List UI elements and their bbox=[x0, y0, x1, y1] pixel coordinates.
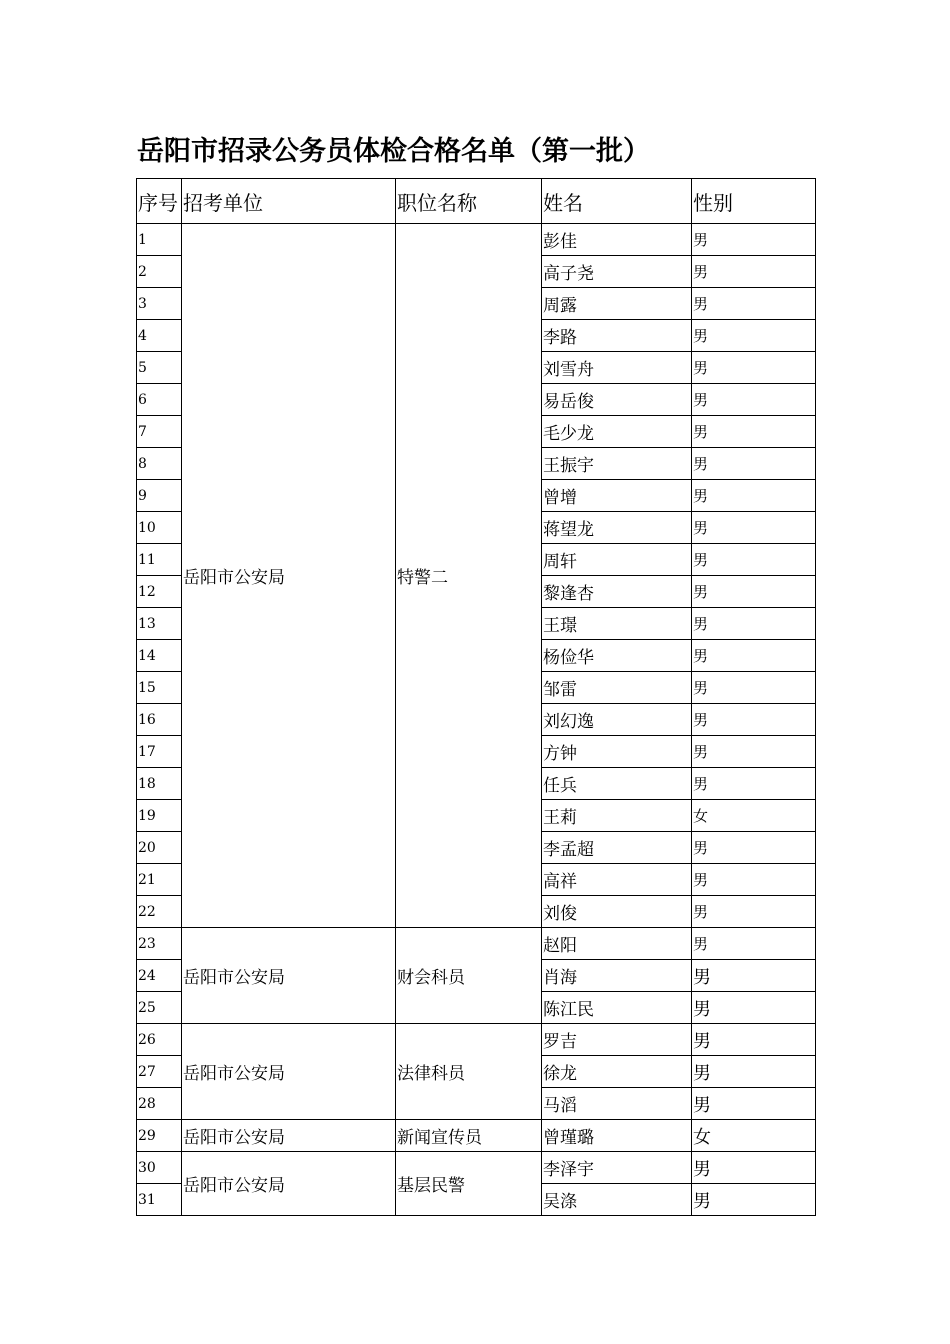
header-gender: 性别 bbox=[692, 179, 816, 224]
row-seq: 1 bbox=[137, 224, 182, 256]
row-name: 马滔 bbox=[542, 1088, 692, 1120]
row-gender: 女 bbox=[692, 1120, 816, 1152]
row-name: 黎逢杏 bbox=[542, 576, 692, 608]
row-gender: 男 bbox=[692, 1088, 816, 1120]
row-name: 王莉 bbox=[542, 800, 692, 832]
row-gender: 男 bbox=[692, 352, 816, 384]
row-name: 陈江民 bbox=[542, 992, 692, 1024]
unit-cell: 岳阳市公安局 bbox=[182, 1024, 396, 1120]
row-seq: 29 bbox=[137, 1120, 182, 1152]
row-gender: 男 bbox=[692, 544, 816, 576]
row-gender: 男 bbox=[692, 256, 816, 288]
row-seq: 21 bbox=[137, 864, 182, 896]
row-seq: 11 bbox=[137, 544, 182, 576]
row-seq: 26 bbox=[137, 1024, 182, 1056]
header-seq: 序号 bbox=[137, 179, 182, 224]
row-gender: 男 bbox=[692, 928, 816, 960]
position-cell: 财会科员 bbox=[396, 928, 542, 1024]
unit-cell: 岳阳市公安局 bbox=[182, 224, 396, 928]
row-name: 王璟 bbox=[542, 608, 692, 640]
row-seq: 4 bbox=[137, 320, 182, 352]
table-row bbox=[137, 1120, 816, 1152]
row-gender: 男 bbox=[692, 320, 816, 352]
row-seq: 24 bbox=[137, 960, 182, 992]
row-name: 李孟超 bbox=[542, 832, 692, 864]
row-name: 方钟 bbox=[542, 736, 692, 768]
position-cell: 基层民警 bbox=[396, 1152, 542, 1216]
row-seq: 10 bbox=[137, 512, 182, 544]
row-name: 彭佳 bbox=[542, 224, 692, 256]
position-cell: 新闻宣传员 bbox=[396, 1120, 542, 1152]
row-gender: 男 bbox=[692, 512, 816, 544]
position-cell: 特警二 bbox=[396, 224, 542, 928]
row-seq: 12 bbox=[137, 576, 182, 608]
row-gender: 男 bbox=[692, 1024, 816, 1056]
row-gender: 男 bbox=[692, 1056, 816, 1088]
row-name: 杨俭华 bbox=[542, 640, 692, 672]
table-header-row bbox=[137, 179, 816, 224]
row-name: 邹雷 bbox=[542, 672, 692, 704]
row-name: 李泽宇 bbox=[542, 1152, 692, 1184]
row-gender: 男 bbox=[692, 1184, 816, 1216]
row-gender: 男 bbox=[692, 384, 816, 416]
row-gender: 男 bbox=[692, 864, 816, 896]
table-row bbox=[137, 928, 816, 960]
row-seq: 6 bbox=[137, 384, 182, 416]
row-name: 罗吉 bbox=[542, 1024, 692, 1056]
row-name: 刘雪舟 bbox=[542, 352, 692, 384]
row-name: 李路 bbox=[542, 320, 692, 352]
row-seq: 16 bbox=[137, 704, 182, 736]
row-gender: 男 bbox=[692, 832, 816, 864]
row-gender: 男 bbox=[692, 896, 816, 928]
position-cell: 法律科员 bbox=[396, 1024, 542, 1120]
table-row bbox=[137, 224, 816, 256]
row-seq: 14 bbox=[137, 640, 182, 672]
row-seq: 28 bbox=[137, 1088, 182, 1120]
row-name: 易岳俊 bbox=[542, 384, 692, 416]
row-gender: 男 bbox=[692, 576, 816, 608]
row-name: 蒋望龙 bbox=[542, 512, 692, 544]
row-seq: 3 bbox=[137, 288, 182, 320]
row-name: 毛少龙 bbox=[542, 416, 692, 448]
row-seq: 27 bbox=[137, 1056, 182, 1088]
unit-cell: 岳阳市公安局 bbox=[182, 1120, 396, 1152]
row-seq: 23 bbox=[137, 928, 182, 960]
row-seq: 22 bbox=[137, 896, 182, 928]
row-gender: 男 bbox=[692, 640, 816, 672]
row-seq: 30 bbox=[137, 1152, 182, 1184]
row-gender: 男 bbox=[692, 992, 816, 1024]
row-seq: 13 bbox=[137, 608, 182, 640]
row-gender: 男 bbox=[692, 448, 816, 480]
row-gender: 男 bbox=[692, 480, 816, 512]
row-name: 王振宇 bbox=[542, 448, 692, 480]
row-gender: 男 bbox=[692, 768, 816, 800]
row-gender: 女 bbox=[692, 800, 816, 832]
row-name: 赵阳 bbox=[542, 928, 692, 960]
row-seq: 25 bbox=[137, 992, 182, 1024]
row-seq: 18 bbox=[137, 768, 182, 800]
header-unit: 招考单位 bbox=[182, 179, 396, 224]
row-name: 曾瑾璐 bbox=[542, 1120, 692, 1152]
table-body bbox=[137, 224, 816, 1216]
row-name: 刘幻逸 bbox=[542, 704, 692, 736]
row-seq: 19 bbox=[137, 800, 182, 832]
unit-cell: 岳阳市公安局 bbox=[182, 928, 396, 1024]
row-name: 高祥 bbox=[542, 864, 692, 896]
row-name: 肖海 bbox=[542, 960, 692, 992]
header-position: 职位名称 bbox=[396, 179, 542, 224]
row-name: 任兵 bbox=[542, 768, 692, 800]
row-name: 曾增 bbox=[542, 480, 692, 512]
row-gender: 男 bbox=[692, 224, 816, 256]
table-row bbox=[137, 1152, 816, 1184]
row-seq: 9 bbox=[137, 480, 182, 512]
row-gender: 男 bbox=[692, 416, 816, 448]
row-seq: 20 bbox=[137, 832, 182, 864]
row-seq: 31 bbox=[137, 1184, 182, 1216]
page-title: 岳阳市招录公务员体检合格名单（第一批） bbox=[137, 136, 650, 167]
row-name: 高子尧 bbox=[542, 256, 692, 288]
row-seq: 5 bbox=[137, 352, 182, 384]
row-name: 周轩 bbox=[542, 544, 692, 576]
row-seq: 2 bbox=[137, 256, 182, 288]
table-row bbox=[137, 1024, 816, 1056]
row-gender: 男 bbox=[692, 736, 816, 768]
row-name: 吴涤 bbox=[542, 1184, 692, 1216]
row-seq: 17 bbox=[137, 736, 182, 768]
row-gender: 男 bbox=[692, 1152, 816, 1184]
header-name: 姓名 bbox=[542, 179, 692, 224]
row-gender: 男 bbox=[692, 288, 816, 320]
row-gender: 男 bbox=[692, 960, 816, 992]
unit-cell: 岳阳市公安局 bbox=[182, 1152, 396, 1216]
row-gender: 男 bbox=[692, 608, 816, 640]
row-gender: 男 bbox=[692, 672, 816, 704]
row-name: 徐龙 bbox=[542, 1056, 692, 1088]
qualified-list-table bbox=[136, 178, 816, 1216]
row-seq: 7 bbox=[137, 416, 182, 448]
row-name: 周露 bbox=[542, 288, 692, 320]
row-seq: 15 bbox=[137, 672, 182, 704]
row-seq: 8 bbox=[137, 448, 182, 480]
row-name: 刘俊 bbox=[542, 896, 692, 928]
row-gender: 男 bbox=[692, 704, 816, 736]
